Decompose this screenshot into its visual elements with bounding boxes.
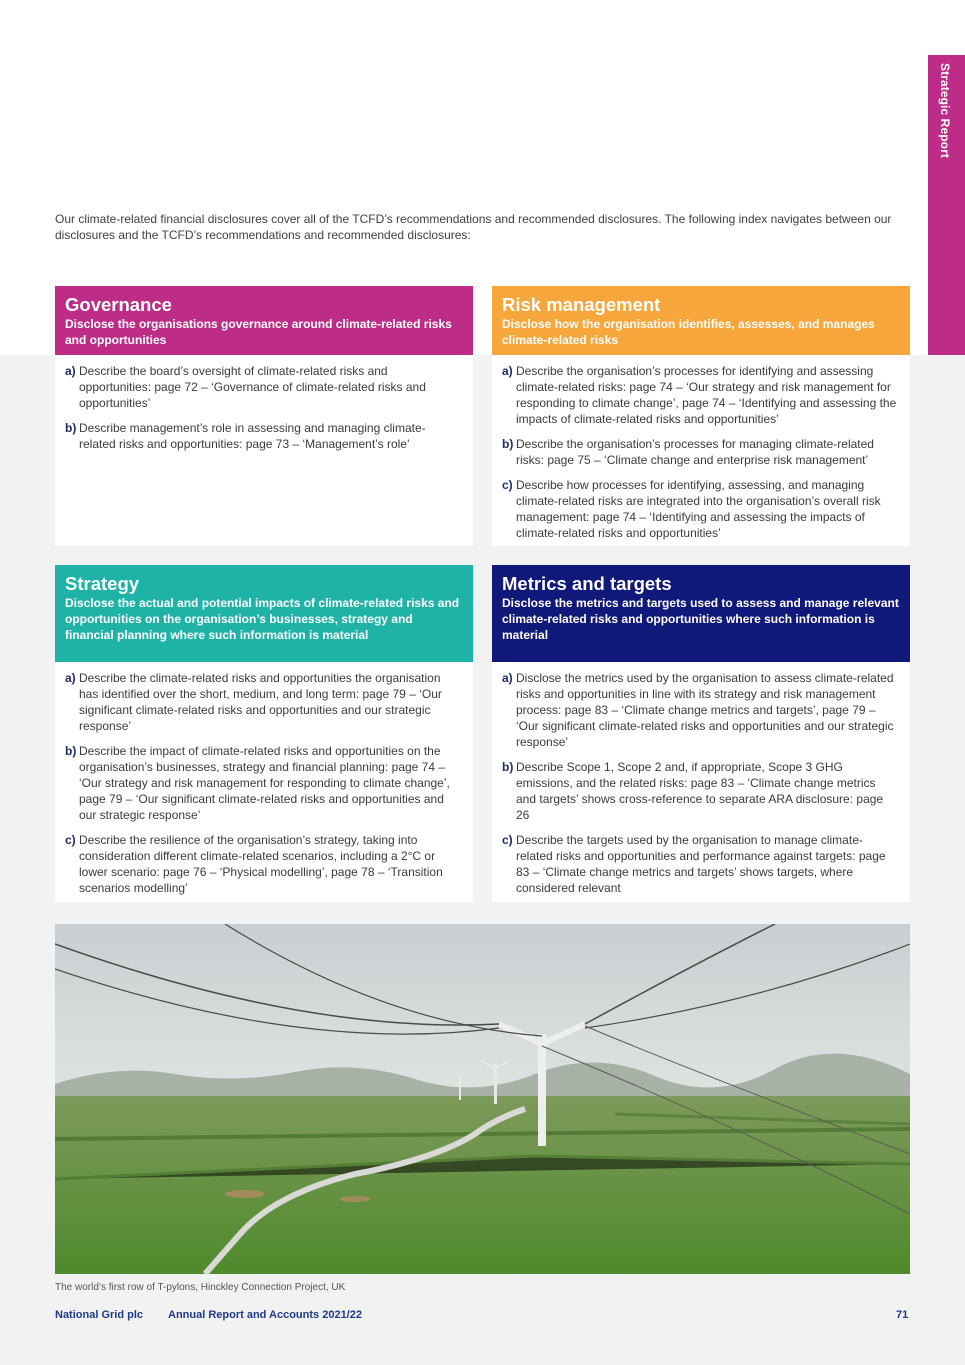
item-text: Describe the targets used by the organisation to manage climate-related risks and opportunities and performance against targets: page 83 – ‘Climate change metrics and targets’ shows targets, where considered relevant [516, 833, 886, 895]
item-letter: b) [65, 744, 77, 758]
item-text: Describe the organisation’s processes for managing climate-related risks: page 75 – ‘Climate change and enterprise risk management’ [516, 437, 874, 467]
governance-body [55, 355, 473, 546]
strategy-subtitle: Disclose the actual and potential impacts of climate-related risks and opportunities on the organisation’s businesses, strategy and financial planning where such information is material [65, 596, 460, 642]
risk-management-header [492, 286, 910, 355]
item-text: Describe how processes for identifying, assessing, and managing climate-related risks are integrated into the organisation’s overall risk management: page 74 – ‘Identifying and assessing the impacts of climate-related risks and opportunities’ [516, 478, 881, 540]
metrics-targets-title: Metrics and targets [502, 573, 672, 594]
metrics-targets-subtitle: Disclose the metrics and targets used to assess and manage relevant climate-related risks and opportunities where such information is material [502, 596, 899, 642]
list-item [65, 743, 461, 823]
item-letter: a) [65, 364, 76, 378]
item-letter: b) [502, 760, 514, 774]
list-item [65, 363, 461, 411]
strategy-title: Strategy [65, 573, 140, 594]
pylons-landscape-illustration [55, 924, 910, 1274]
metrics-targets-body [492, 662, 910, 902]
pylons-photo [55, 924, 910, 1274]
metrics-targets-card [492, 565, 910, 902]
item-text: Describe the impact of climate-related risks and opportunities on the organisation’s businesses, strategy and financial planning: page 74 – ‘Our strategy and risk management for responding to climate change’, page 79 – ‘Our significant climate-related risks and opportunities and our strategic response’ [79, 744, 450, 822]
list-item [65, 832, 461, 896]
risk-management-title: Risk management [502, 294, 661, 315]
item-letter: b) [502, 437, 514, 451]
risk-management-subtitle: Disclose how the organisation identifies, assesses, and manages climate-related risks [502, 317, 875, 347]
item-letter: c) [502, 833, 513, 847]
governance-subtitle: Disclose the organisations governance around climate-related risks and opportunities [65, 317, 452, 347]
item-letter: a) [502, 364, 513, 378]
item-text: Describe management’s role in assessing and managing climate-related risks and opportunities: page 73 – ‘Management’s role’ [79, 421, 426, 451]
strategy-body [55, 662, 473, 902]
item-text: Describe the resilience of the organisation’s strategy, taking into consideration different climate-related scenarios, including a 2°C or lower scenario: page 76 – ‘Physical modelling’, page 78 – ‘Transition scenarios modelling’ [79, 833, 443, 895]
list-item [502, 832, 898, 896]
footer-report-title: Annual Report and Accounts 2021/22 [168, 1309, 362, 1321]
list-item [502, 477, 898, 541]
list-item [502, 436, 898, 468]
item-text: Describe the board’s oversight of climate-related risks and opportunities: page 72 – ‘Governance of climate-related risks and opportunities’ [79, 364, 426, 410]
list-item [502, 363, 898, 427]
item-letter: b) [65, 421, 77, 435]
list-item [502, 759, 898, 823]
item-text: Describe Scope 1, Scope 2 and, if appropriate, Scope 3 GHG emissions, and the related risks: page 83 – ‘Climate change metrics and targets’ shows cross-reference to separate ARA disclosure: page 26 [516, 760, 884, 822]
photo-caption: The world’s first row of T-pylons, Hinckley Connection Project, UK [55, 1282, 346, 1293]
section-tab-label: Strategic Report [938, 63, 952, 158]
governance-header [55, 286, 473, 355]
item-text: Describe the climate-related risks and opportunities the organisation has identified over the short, medium, and long term: page 79 – ‘Our significant climate-related risks and opportunities and our strategic response’ [79, 671, 442, 733]
governance-card [55, 286, 473, 546]
item-letter: a) [502, 671, 513, 685]
item-text: Describe the organisation’s processes for identifying and assessing climate-related risks: page 74 – ‘Our strategy and risk management for responding to climate change’, page 74 – ‘Identifying and assessing the impacts of climate-related risks and opportunities’ [516, 364, 897, 426]
list-item [502, 670, 898, 750]
item-text: Disclose the metrics used by the organisation to assess climate-related risks and opportunities in line with its strategy and risk management process: page 83 – ‘Climate change metrics and targets’, page 79 – ‘Our significant climate-related risks and opportunities and our strategic response’ [516, 671, 894, 749]
risk-management-body [492, 355, 910, 546]
section-tab[interactable] [928, 55, 965, 355]
footer-company: National Grid plc [55, 1309, 144, 1321]
governance-title: Governance [65, 294, 172, 315]
risk-management-card [492, 286, 910, 546]
intro-paragraph: Our climate-related financial disclosures cover all of the TCFD’s recommendations and recommended disclosures. The following index navigates between our disclosures and the TCFD’s recommendations and recommended disclosures: [55, 212, 892, 242]
list-item [65, 670, 461, 734]
strategy-card [55, 565, 473, 902]
page-number: 71 [896, 1309, 909, 1321]
metrics-targets-header [492, 565, 910, 662]
strategy-header [55, 565, 473, 662]
item-letter: a) [65, 671, 76, 685]
item-letter: c) [502, 478, 513, 492]
list-item [65, 420, 461, 452]
item-letter: c) [65, 833, 76, 847]
